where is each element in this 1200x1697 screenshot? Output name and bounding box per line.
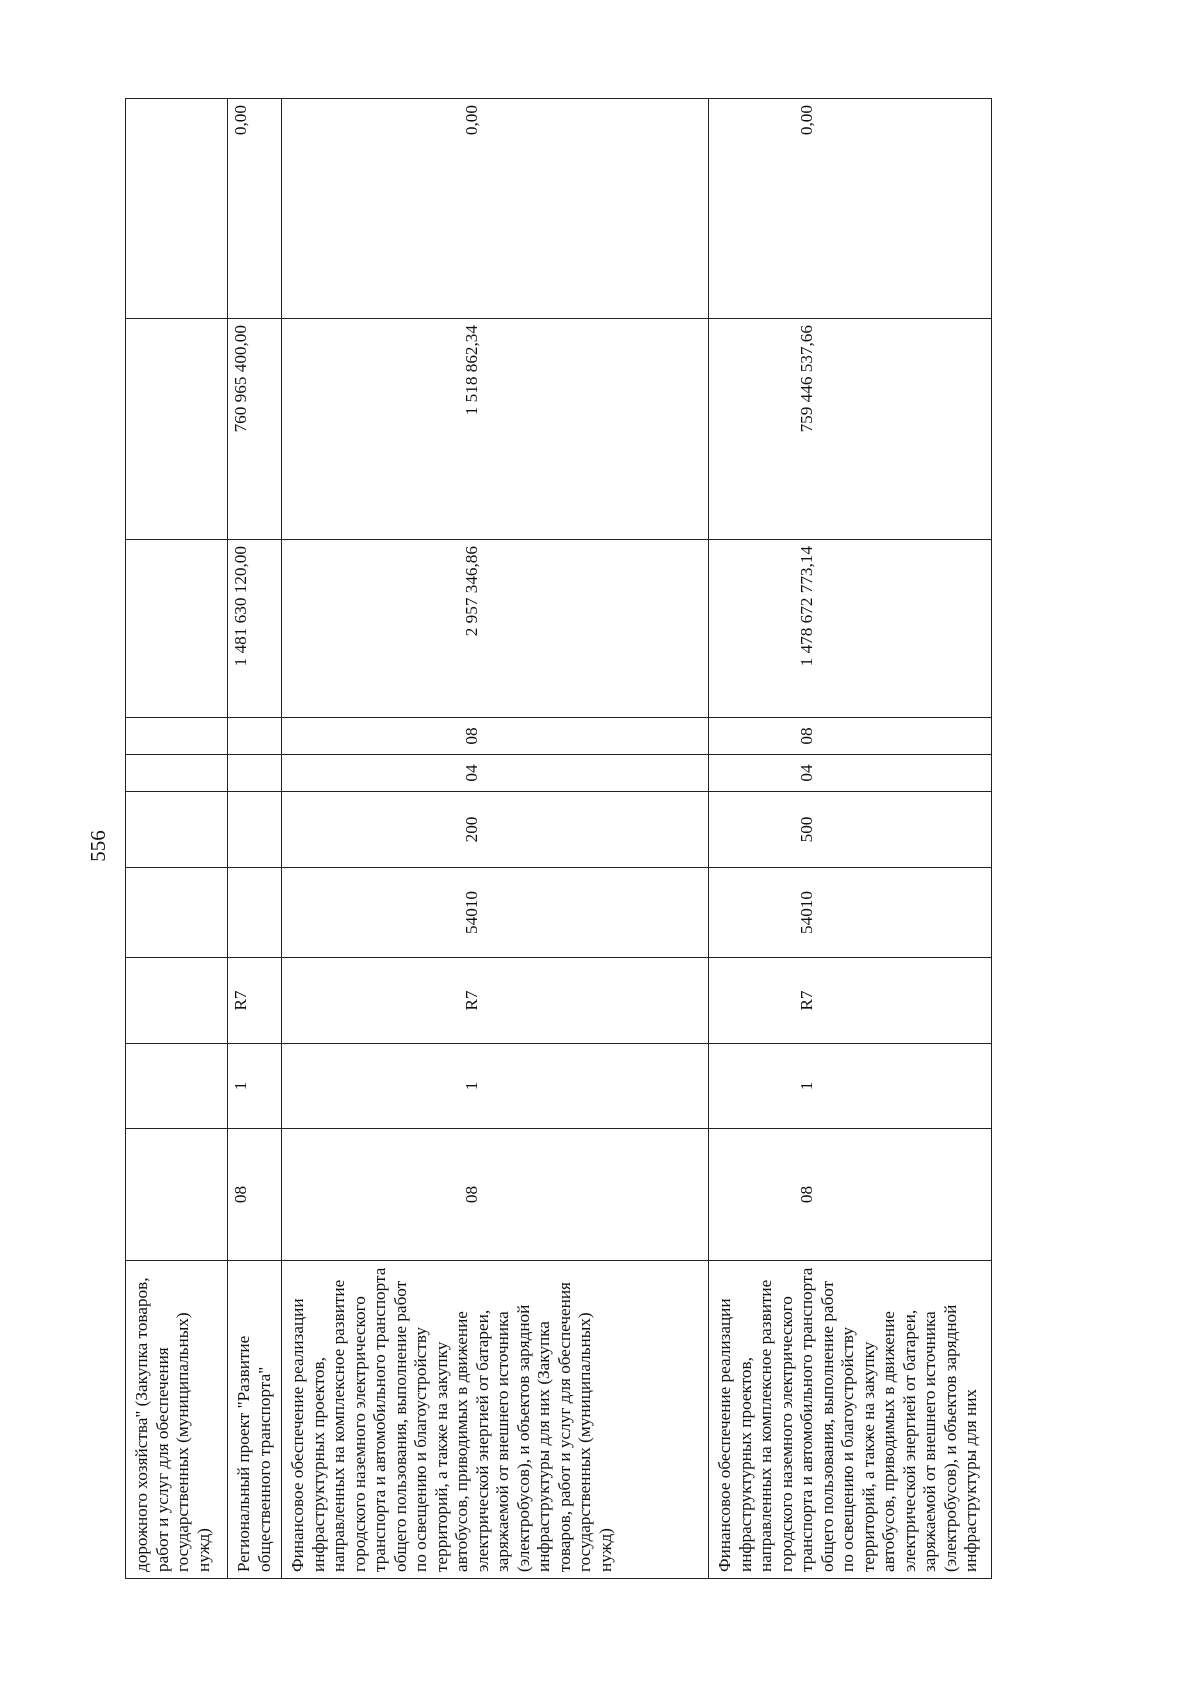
cell-amount-year1: 2 957 346,86 — [282, 540, 709, 718]
cell-subprogram — [126, 1044, 228, 1129]
cell-amount-year3 — [126, 99, 228, 319]
cell-subsection: 08 — [709, 718, 992, 755]
cell-section — [126, 755, 228, 792]
cell-amount-year1 — [126, 540, 228, 718]
cell-subsection — [126, 718, 228, 755]
cell-section — [228, 755, 282, 792]
table-row — [709, 99, 992, 1579]
cell-program: 08 — [282, 1129, 709, 1261]
cell-subsection — [228, 718, 282, 755]
cell-program: 08 — [709, 1129, 992, 1261]
cell-name: Финансовое обеспечение реализации инфраструктурных проектов, направленных на комплексное развитие городского наземного электрического транспорта и автомобильного транспорта общего пользования, выполнение работ по освещению и благоустройству территорий, а также на закупку автобусов, приводимых в движение электрической энергией от батареи, заряжаемой от внешнего источника (электробусов), и объектов зарядной инфраструктуры для них — [709, 1261, 992, 1579]
cell-program — [126, 1129, 228, 1261]
cell-amount-year3: 0,00 — [228, 99, 282, 319]
cell-project — [126, 958, 228, 1044]
cell-direction: 54010 — [709, 868, 992, 958]
cell-amount-year2: 760 965 400,00 — [228, 319, 282, 540]
cell-amount-year3: 0,00 — [709, 99, 992, 319]
cell-subsection: 08 — [282, 718, 709, 755]
cell-amount-year3: 0,00 — [282, 99, 709, 319]
cell-expense-type: 200 — [282, 792, 709, 868]
table-row — [126, 99, 228, 1579]
cell-direction — [126, 868, 228, 958]
cell-expense-type — [228, 792, 282, 868]
cell-subprogram: 1 — [228, 1044, 282, 1129]
rotated-page-content — [125, 99, 987, 1579]
cell-program: 08 — [228, 1129, 282, 1261]
cell-amount-year1: 1 481 630 120,00 — [228, 540, 282, 718]
cell-amount-year2: 1 518 862,34 — [282, 319, 709, 540]
cell-amount-year2: 759 446 537,66 — [709, 319, 992, 540]
cell-expense-type — [126, 792, 228, 868]
cell-project: R7 — [228, 958, 282, 1044]
cell-amount-year2 — [126, 319, 228, 540]
cell-project: R7 — [282, 958, 709, 1044]
cell-direction — [228, 868, 282, 958]
cell-name: Региональный проект "Развитие общественного транспорта" — [228, 1261, 282, 1579]
cell-subprogram: 1 — [709, 1044, 992, 1129]
cell-expense-type: 500 — [709, 792, 992, 868]
cell-name: дорожного хозяйства" (Закупка товаров, работ и услуг для обеспечения государственных (муниципальных) нужд) — [126, 1261, 228, 1579]
budget-table — [125, 98, 992, 1579]
cell-section: 04 — [282, 755, 709, 792]
cell-project: R7 — [709, 958, 992, 1044]
table-row — [282, 99, 709, 1579]
cell-name: Финансовое обеспечение реализации инфраструктурных проектов, направленных на комплексное развитие городского наземного электрического транспорта и автомобильного транспорта общего пользования, выполнение работ по освещению и благоустройству территорий, а также на закупку автобусов, приводимых в движение электрической энергией от батареи, заряжаемой от внешнего источника (электробусов), и объектов зарядной инфраструктуры для них (Закупка товаров, работ и услуг для обеспечения государственных (муниципальных) нужд) — [282, 1261, 709, 1579]
cell-direction: 54010 — [282, 868, 709, 958]
page-number: 556 — [85, 830, 110, 862]
cell-amount-year1: 1 478 672 773,14 — [709, 540, 992, 718]
table-row — [228, 99, 282, 1579]
cell-subprogram: 1 — [282, 1044, 709, 1129]
cell-section: 04 — [709, 755, 992, 792]
